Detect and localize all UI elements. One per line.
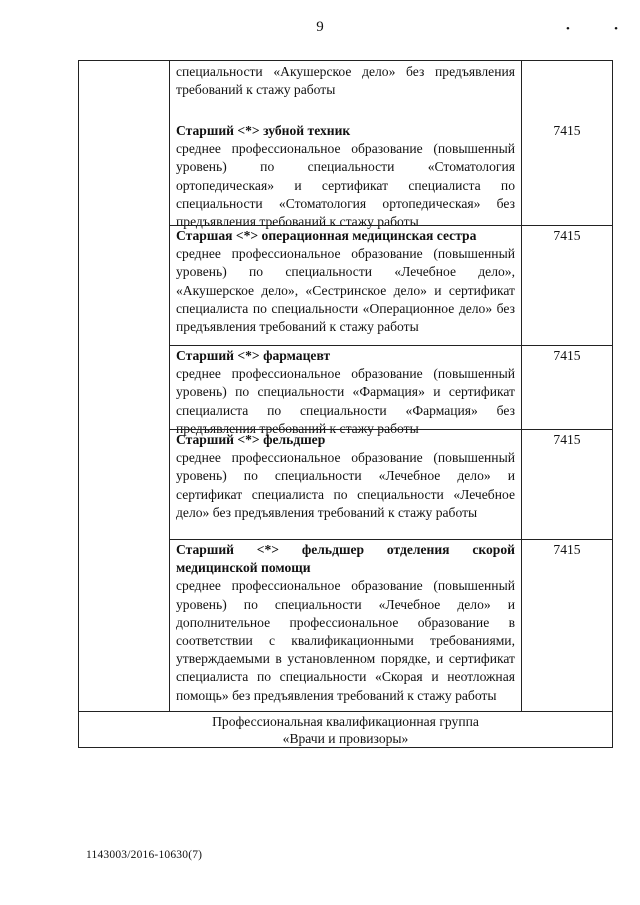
qualification-code: 7415 <box>553 348 581 363</box>
corner-mark: • <box>614 23 618 35</box>
table-row <box>170 121 613 230</box>
continuation-text: специальности «Акушерское дело» без предъявления требований к стажу работы <box>176 64 515 98</box>
table-row <box>170 429 613 539</box>
qualification-code: 7415 <box>553 228 581 243</box>
position-title: Старший <*> зубной техник <box>176 123 351 138</box>
position-title: Старший <*> фельдшер <box>176 432 326 447</box>
continuation-code-cell <box>521 61 613 121</box>
corner-mark: • <box>566 23 570 35</box>
position-title: Старшая <*> операционная медицинская сестра <box>176 228 477 243</box>
position-requirements: среднее профессиональное образование (повышенный уровень) по специальности «Лечебное дело» и дополнительное профессиональное образование в соответствии с квалификационными требованиями, утверждаемыми в установленном порядке, и сертификат специалиста по специальности «Скорая и неотложная помощь» без предъявления требований к стажу работы <box>176 578 515 703</box>
position-requirements: среднее профессиональное образование (повышенный уровень) по специальности «Фармация» и сертификат специалиста по специальности «Фармация» без предъявления требований к стажу работы <box>176 366 515 436</box>
qualification-table <box>78 60 613 748</box>
qualification-group-heading <box>79 711 612 747</box>
position-requirements: среднее профессиональное образование (повышенный уровень) по специальности «Лечебное дело» и сертификат специалиста по специальности «Лечебное дело» без предъявления требований к стажу работы <box>176 450 515 520</box>
document-id: 1143003/2016-10630(7) <box>86 849 203 861</box>
group-heading-line: Профессиональная квалификационная группа <box>212 714 479 729</box>
table-row <box>170 539 613 711</box>
position-requirements: среднее профессиональное образование (повышенный уровень) по специальности «Стоматология ортопедическая» и сертификат специалиста по специальности «Стоматология ортопедическая» без предъявления требований к стажу работы <box>176 141 515 230</box>
empty-left-column <box>79 61 170 711</box>
table-row <box>170 345 613 436</box>
qualification-code: 7415 <box>553 432 581 447</box>
position-title: Старший <*> фельдшер отделения скорой медицинской помощи <box>176 542 515 576</box>
page-number: 9 <box>316 19 324 35</box>
table-row <box>170 225 613 345</box>
continuation-row <box>170 61 613 121</box>
position-title: Старший <*> фармацевт <box>176 348 331 363</box>
position-requirements: среднее профессиональное образование (повышенный уровень) по специальности «Лечебное дело», «Акушерское дело», «Сестринское дело» и сертификат специалиста по специальности «Операционное дело» без предъявления требований к стажу работы <box>176 246 515 335</box>
group-heading-line: «Врачи и провизоры» <box>282 731 409 746</box>
corner-marks <box>566 24 618 35</box>
qualification-code: 7415 <box>553 542 581 557</box>
qualification-code: 7415 <box>553 123 581 138</box>
